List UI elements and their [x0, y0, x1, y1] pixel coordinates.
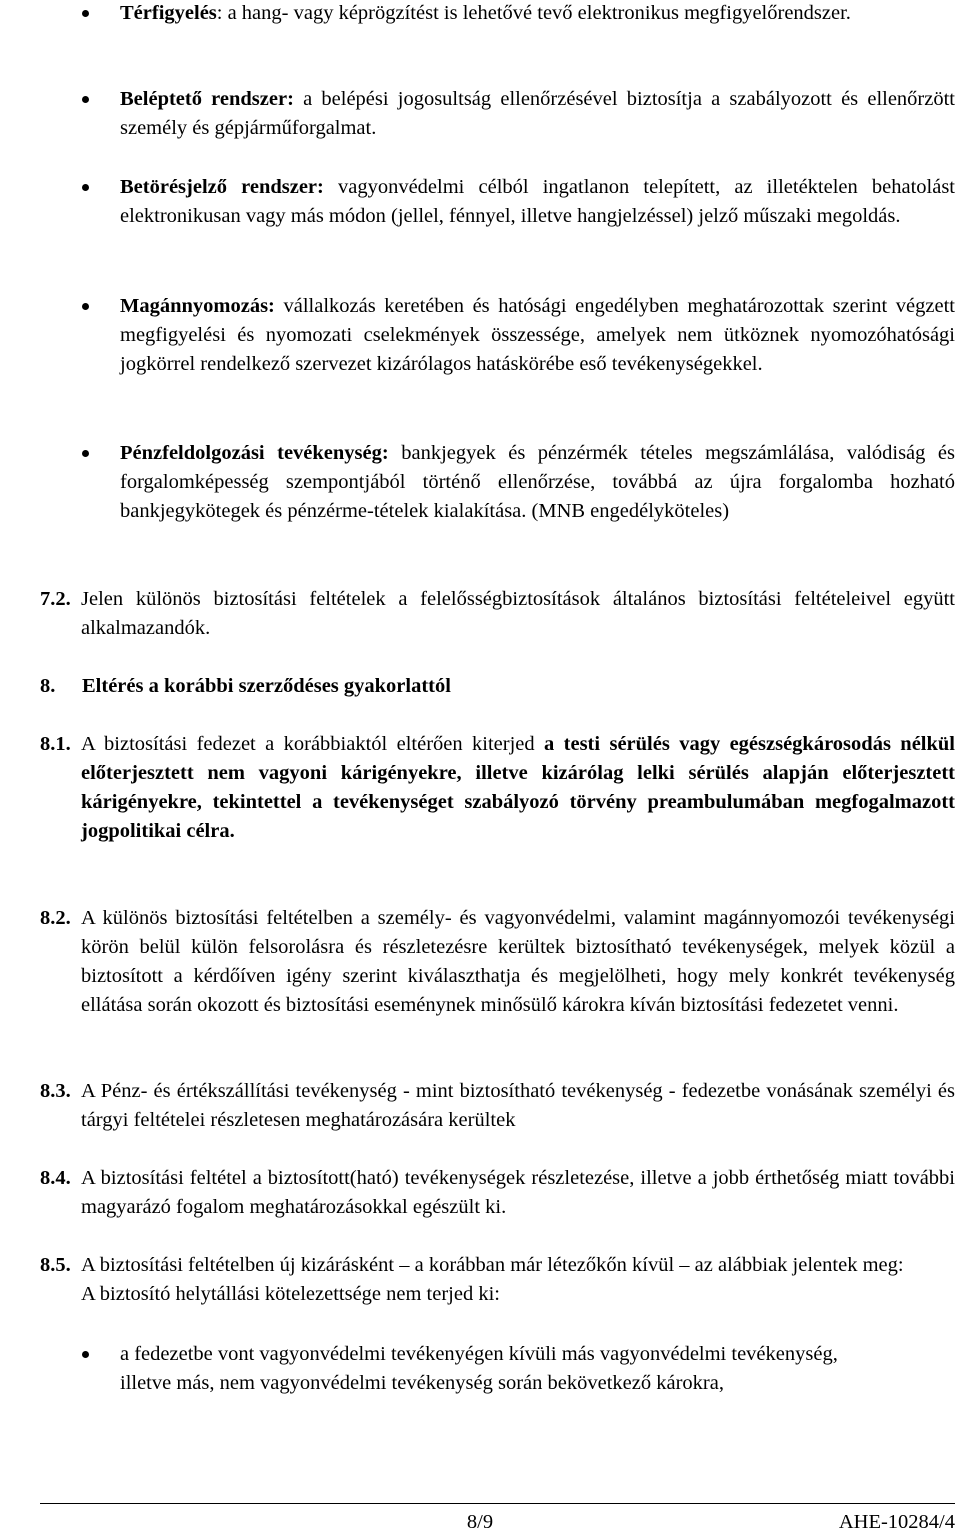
- exclusion-item: [82, 1340, 882, 1398]
- section-8-5: [40, 1251, 955, 1309]
- definition-text: vagyonvédelmi célból ingatlanon telepített, az illetéktelen behatolást elektronikusan vagy más módon (jellel, fénnyel, illetve hangjelzéssel) jelző műszaki megoldás.: [120, 176, 955, 227]
- bullet-icon: [82, 1351, 89, 1358]
- definition-item: [82, 439, 955, 526]
- section-number: 8.: [40, 675, 56, 697]
- definition-term: Térfigyelés: [120, 2, 217, 24]
- section-text: A biztosítási feltétel a biztosított(ható) tevékenységek részletezése, illetve a jobb érthetőség miatt további magyarázó fogalom meghatározásokkal egészült ki.: [81, 1167, 955, 1218]
- section-8-3: [40, 1077, 955, 1135]
- section-8-heading: [40, 672, 955, 701]
- section-number: 8.2.: [40, 907, 71, 929]
- section-number: 8.4.: [40, 1167, 71, 1189]
- footer-divider: [40, 1503, 955, 1504]
- section-text: A biztosítási fedezet a korábbiaktól eltérően kiterjed: [81, 733, 545, 755]
- definition-item: [82, 0, 955, 28]
- section-8-2: [40, 904, 955, 1020]
- section-text-emphasis: a testi sérülés vagy egészségkárosodás nélkül előterjesztett nem vagyoni kárigényekre, illetve kizárólag lelki sérülés alapján előterjesztett kárigényekre, tekintettel a tevékenységet szabályozó törvény preambulumában megfogalmazott jogpolitikai célra.: [81, 733, 955, 842]
- section-text: Jelen különös biztosítási feltételek a felelősségbiztosítások általános biztosítási feltételeivel együtt alkalmazandók.: [81, 588, 955, 639]
- section-subtext: A biztosító helytállási kötelezettsége nem terjed ki:: [81, 1283, 500, 1305]
- section-number: 7.2.: [40, 588, 71, 610]
- definition-item: [82, 292, 955, 379]
- page-number: 8/9: [466, 1511, 494, 1533]
- definition-text: bankjegyek és pénzérmék tételes megszámlálása, valódiság és forgalomképesség szempontjából történő ellenőrzése, továbbá az újra forgalomba hozható bankjegykötegek és pénzérme-tételek kialakítása. (MNB engedélyköteles): [120, 442, 955, 522]
- definition-term: Beléptető rendszer:: [120, 88, 294, 110]
- section-text: A biztosítási feltételben új kizárásként – a korábban már létezőkőn kívül – az alábbiak jelentek meg:: [81, 1254, 904, 1276]
- definition-text: vállalkozás keretében és hatósági engedélyben meghatározottak szerint végzett megfigyelési és nyomozati cselekmények összessége, amelyek nem ütköznek nyomozóhatósági jogkörrel rendelkező szervezet kizárólagos hatáskörébe eső tevékenységekkel.: [120, 295, 955, 375]
- section-number: 8.1.: [40, 733, 71, 755]
- definition-term: Pénzfeldolgozási tevékenység:: [120, 442, 389, 464]
- section-text: A különös biztosítási feltételben a személy- és vagyonvédelmi, valamint magánnyomozói tevékenységi körön belül külön felsorolásra és részletezésre kerültek biztosítható tevékenységek, melyek közül a biztosított a kérdőíven igény szerint kiválaszthatja és megjelölheti, hogy mely konkrét tevékenység ellátása során okozott és biztosítási eseménynek minősülő károkra kíván biztosítási fedezetet venni.: [81, 907, 955, 1016]
- bullet-icon: [82, 10, 89, 17]
- section-7-2: [40, 585, 955, 643]
- section-title: Eltérés a korábbi szerződéses gyakorlattól: [82, 675, 451, 697]
- section-8-1: [40, 730, 955, 846]
- definition-term: Betörésjelző rendszer:: [120, 176, 324, 198]
- section-number: 8.3.: [40, 1080, 71, 1102]
- definition-item: [82, 85, 955, 143]
- section-number: 8.5.: [40, 1254, 71, 1276]
- definition-text: : a hang- vagy képrögzítést is lehetővé tevő elektronikus megfigyelőrendszer.: [216, 2, 851, 24]
- document-code: AHE-10284/4: [838, 1511, 955, 1533]
- section-8-4: [40, 1164, 955, 1222]
- definition-text: a belépési jogosultság ellenőrzésével biztosítja a szabályozott és ellenőrzött személy és gépjárműforgalmat.: [120, 88, 955, 139]
- definition-term: Magánnyomozás:: [120, 295, 275, 317]
- bullet-icon: [82, 450, 89, 457]
- section-text: A Pénz- és értékszállítási tevékenység - mint biztosítható tevékenység - fedezetbe vonásának személyi és tárgyi feltételei részletesen meghatározására kerültek: [81, 1080, 955, 1131]
- definition-item: [82, 173, 955, 231]
- exclusion-text: a fedezetbe vont vagyonvédelmi tevékenyégen kívüli más vagyonvédelmi tevékenység, illetve más, nem vagyonvédelmi tevékenység során bekövetkező károkra,: [120, 1343, 838, 1394]
- bullet-icon: [82, 96, 89, 103]
- bullet-icon: [82, 184, 89, 191]
- bullet-icon: [82, 303, 89, 310]
